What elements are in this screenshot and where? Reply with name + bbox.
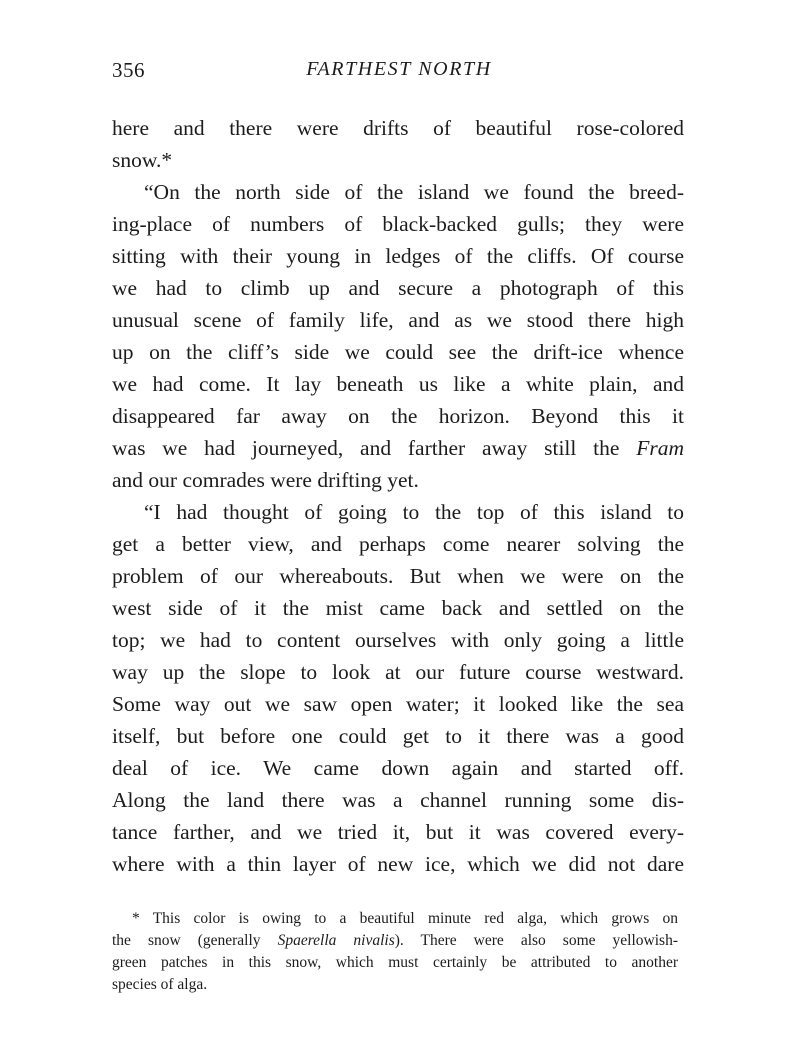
- text-line: unusual scene of family life, and as we stood there high: [112, 308, 684, 332]
- text-line: itself, but before one could get to it there was a good: [112, 724, 684, 748]
- footnote-segment: the snow (generally: [112, 932, 278, 949]
- running-head: FARTHEST NORTH: [306, 58, 492, 80]
- text-line: way up the slope to look at our future course westward.: [112, 660, 684, 684]
- text-line: top; we had to content ourselves with only going a little: [112, 628, 684, 652]
- text-line: Along the land there was a channel running some dis-: [112, 788, 684, 812]
- footnote-line: [112, 930, 678, 952]
- text-line: “On the north side of the island we found the breed-: [144, 180, 684, 204]
- text-line: up on the cliff’s side we could see the drift-ice whence: [112, 340, 684, 364]
- text-line: tance farther, and we tried it, but it was covered every-: [112, 820, 684, 844]
- text-line: and our comrades were drifting yet.: [112, 468, 419, 492]
- ship-name-fram: Fram: [636, 436, 684, 460]
- text-line: west side of it the mist came back and settled on the: [112, 596, 684, 620]
- footnote-line: * This color is owing to a beautiful minute red alga, which grows on: [132, 910, 678, 927]
- text-line: we had come. It lay beneath us like a white plain, and: [112, 372, 684, 396]
- text-line: disappeared far away on the horizon. Beyond this it: [112, 404, 684, 428]
- species-name: Spaerella nivalis: [277, 932, 395, 949]
- text-line: where with a thin layer of new ice, which we did not dare: [112, 852, 684, 876]
- text-line: problem of our whereabouts. But when we were on the: [112, 564, 684, 588]
- text-line: ing-place of numbers of black-backed gulls; they were: [112, 212, 684, 236]
- page-number: 356: [112, 58, 145, 82]
- page-header: [112, 58, 686, 88]
- text-line: we had to climb up and secure a photograph of this: [112, 276, 684, 300]
- footnote: [112, 908, 678, 996]
- text-line: sitting with their young in ledges of the cliffs. Of course: [112, 244, 684, 268]
- text-line: [112, 432, 684, 464]
- text-segment: was we had journeyed, and farther away still the: [112, 436, 637, 460]
- text-line: Some way out we saw open water; it looked like the sea: [112, 692, 684, 716]
- text-line: snow.*: [112, 148, 173, 172]
- text-line: “I had thought of going to the top of this island to: [144, 500, 684, 524]
- body-text: [112, 112, 684, 880]
- text-line: get a better view, and perhaps come nearer solving the: [112, 532, 684, 556]
- footnote-line: green patches in this snow, which must certainly be attributed to another: [112, 954, 678, 971]
- footnote-line: species of alga.: [112, 976, 208, 993]
- footnote-segment: ). There were also some yellowish-: [394, 932, 678, 949]
- text-line: deal of ice. We came down again and started off.: [112, 756, 684, 780]
- text-line: here and there were drifts of beautiful rose-colored: [112, 116, 684, 140]
